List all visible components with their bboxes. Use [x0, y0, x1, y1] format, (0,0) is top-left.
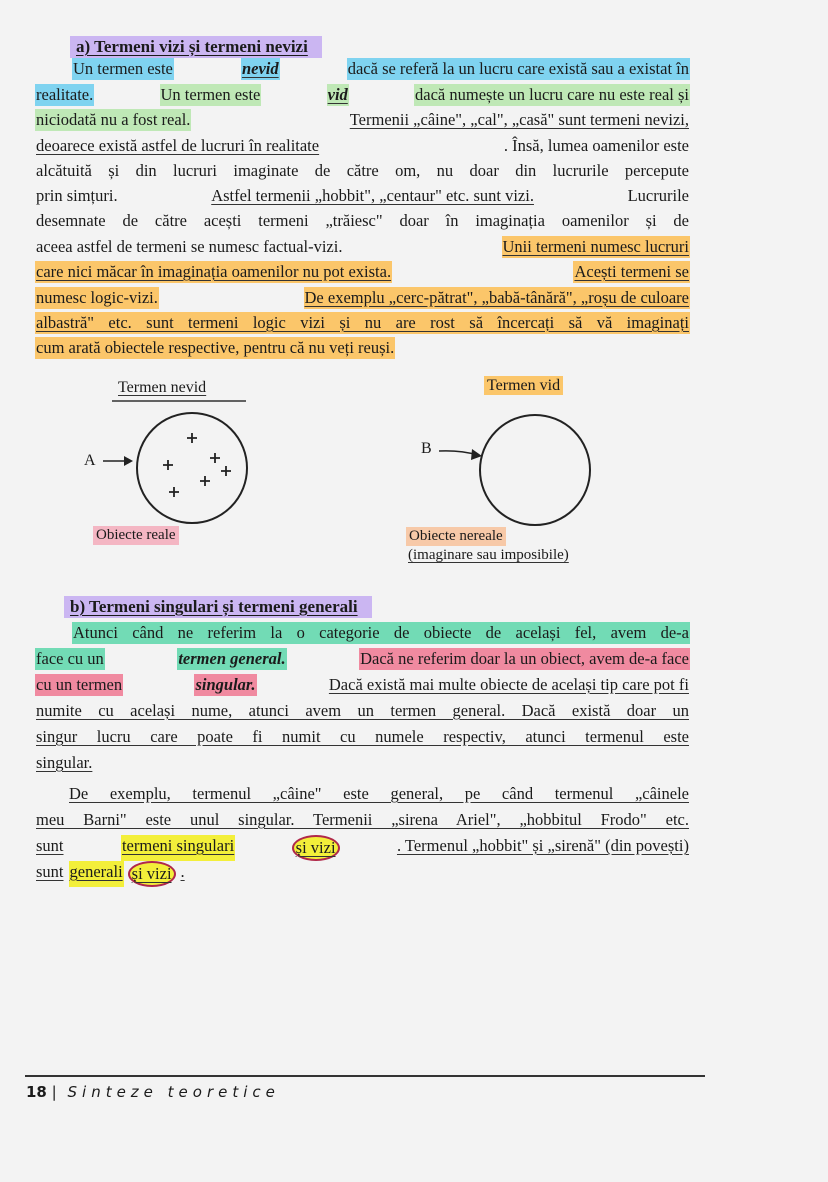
text-line [35, 752, 690, 774]
highlighted-text: face cu un [36, 649, 104, 668]
text-line [35, 809, 690, 831]
highlighted-text: nevid [241, 59, 279, 78]
text-segment: . [180, 862, 185, 881]
termen-vid-title: Termen vid [484, 376, 563, 395]
highlighted-text: generali [69, 861, 124, 887]
text-line [35, 700, 690, 722]
highlighted-text: Un termen este [160, 85, 261, 104]
text-line [35, 648, 690, 670]
highlighted-text: vid [327, 85, 348, 104]
text-line [35, 674, 690, 696]
text-segment: aceea astfel de termeni se numesc factual-vizi. [36, 237, 343, 256]
highlighted-text: cu un termen [36, 675, 123, 694]
text-segment: Termenii „câine", „cal", „casă" sunt termeni nevizi, [349, 110, 689, 129]
text-segment: . Însă, lumea oamenilor este [503, 136, 689, 155]
highlighted-text: dacă numește un lucru care nu este real și [415, 85, 689, 104]
text-segment: sunt [36, 862, 64, 881]
text-segment: prin simțuri. [36, 186, 118, 205]
highlighted-text: dacă se referă la un lucru care există sau a existat în [347, 59, 689, 78]
highlighted-text: Un termen este [73, 59, 173, 78]
text-segment: singular. [36, 753, 93, 772]
text-line [68, 783, 690, 805]
text-segment: singur lucru care poate fi numit cu numele respectiv, atunci termenul este [36, 727, 689, 746]
text-segment: Dacă există mai multe obiecte de același tip care pot fi [328, 675, 689, 694]
pointer-b: B [421, 440, 432, 457]
arrow-b-icon [439, 449, 482, 460]
highlighted-text: Unii termeni numesc lucruri [502, 237, 689, 256]
circled-text: și vizi [128, 861, 176, 887]
page-footer [26, 1083, 280, 1101]
circled-text: și vizi [292, 835, 340, 861]
highlighted-text: albastră" etc. sunt termeni logic vizi și nu are rost să încercați să vă imaginați [36, 313, 689, 332]
text-segment: sunt [36, 836, 64, 855]
real-objects-caption: Obiecte reale [93, 526, 179, 545]
footer-title: Sinteze teoretice [67, 1083, 280, 1101]
highlighted-text: termeni singulari [121, 835, 235, 861]
highlighted-text: Atunci când ne referim la o categorie de obiecte de același fel, avem de-a [73, 623, 689, 642]
unreal-objects-subcaption: (imaginare sau imposibile) [408, 547, 569, 563]
highlighted-text: Dacă ne referim doar la un obiect, avem de-a face [360, 649, 689, 668]
highlighted-text: termen general. [178, 649, 286, 668]
real-objects-circle [137, 413, 247, 523]
text-line [35, 861, 690, 887]
text-line [35, 835, 690, 861]
unreal-objects-circle [480, 415, 590, 525]
highlighted-text: De exemplu „cerc-pătrat", „babă-tânără", „roșu de culoare [304, 288, 689, 307]
section-a-heading: a) Termeni vizi și termeni nevizi [70, 36, 322, 58]
text-segment: deoarece există astfel de lucruri în realitate [36, 136, 320, 155]
footer-rule [25, 1075, 705, 1077]
pointer-a: A [84, 452, 96, 469]
plus-marks [163, 433, 231, 497]
text-segment: Astfel termenii „hobbit", „centaur" etc. sunt vizi. [211, 186, 534, 205]
highlighted-text: singular. [195, 675, 256, 694]
text-line [72, 622, 690, 644]
text-segment: Lucrurile [627, 186, 689, 205]
highlighted-text: cum arată obiectele respective, pentru că nu veți reuși. [36, 338, 395, 357]
text-segment: desemnate de către acești termeni „trăiesc" doar în imaginația oamenilor și de [36, 211, 689, 230]
page-number: 18 [26, 1083, 47, 1101]
text-segment: numite cu același nume, atunci avem un termen general. Dacă există doar un [36, 701, 689, 720]
section-b-heading: b) Termeni singulari și termeni generali [64, 596, 372, 618]
highlighted-text: niciodată nu a fost real. [36, 110, 191, 129]
termen-nevid-title: Termen nevid [118, 379, 207, 396]
text-segment: alcătuită și din lucruri imaginate de către om, nu doar din lucrurile percepute [36, 161, 689, 180]
text-line [35, 726, 690, 748]
arrow-a-icon [103, 456, 133, 466]
highlighted-text: numesc logic-vizi. [36, 288, 158, 307]
footer-separator: | [51, 1083, 57, 1101]
text-segment: . Termenul „hobbit" și „sirenă" (din povești) [396, 836, 689, 855]
text-segment: De exemplu, termenul „câine" este general, pe când termenul „câinele [69, 784, 689, 803]
text-segment: meu Barni" este unul singular. Termenii „sirena Ariel", „hobbitul Frodo" etc. [36, 810, 689, 829]
highlighted-text: care nici măcar în imaginația oamenilor nu pot exista. [36, 262, 392, 281]
highlighted-text: Acești termeni se [574, 262, 689, 281]
highlighted-text: realitate. [36, 85, 94, 104]
unreal-objects-caption: Obiecte nereale [406, 527, 506, 546]
